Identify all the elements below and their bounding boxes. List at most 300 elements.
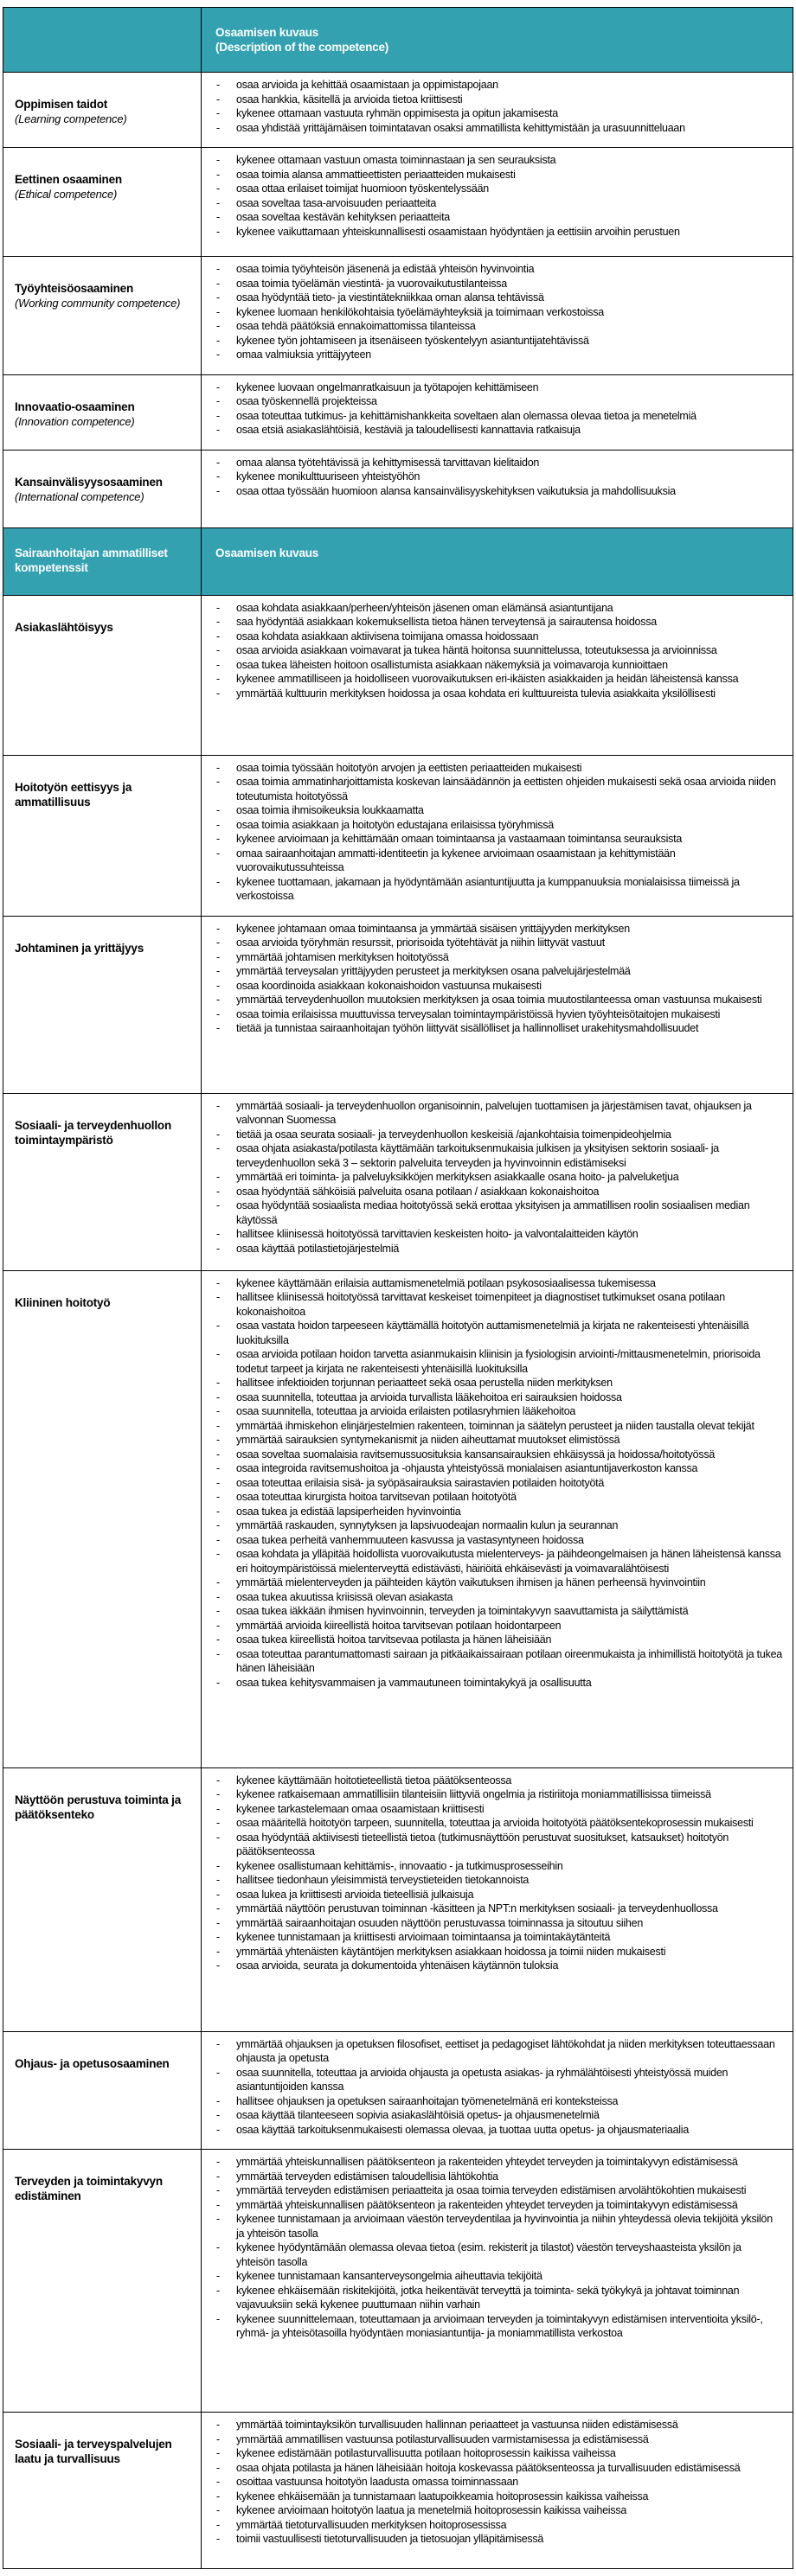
competence-subtitle-en: (Ethical competence) [15,188,118,201]
bullet-text: tietää ja osaa seurata sosiaali- ja terveydenhuollon keskeisiä /ajankohtaisia toimenpideohjelmia [236,1128,671,1141]
bullet-text: osaa ottaa erilaiset toimijat huomioon työskentelyssään [236,182,489,195]
bullet-text: ymmärtää kulttuurin merkityksen hoidossa ja osaa kohdata eri kulttuureista tulevia asiakkaita yksilöllisesti [236,687,716,700]
bullet-dash: - [216,1434,221,1446]
competence-name-cell [3,2413,202,2568]
bullet-text: ymmärtää sairauksien syntymekanismit ja niiden aiheuttamat muutokset elimistössä [236,1434,620,1446]
bullet-text: osaa käyttää tarkoituksenmukaisesti olemassa olevaa, ja tuottaa uutta opetus- ja ohjausmateriaalia [236,2123,690,2136]
bullet-dash: - [216,395,221,407]
table-row [3,256,793,374]
bullet-item [202,1419,786,1434]
competence-title: Ohjaus- ja opetusosaaminen [15,2056,170,2070]
bullet-text: osaa toteuttaa erilaisia sisä- ja syöpäsairauksia sairastavien potilaiden hoitotyötä [236,1476,605,1489]
bullet-item [202,121,786,136]
bullet-item [202,291,786,305]
bullet-dash: - [216,2432,221,2445]
bullet-dash: - [216,1916,221,1929]
bullet-dash: - [216,979,221,992]
bullet-text: osaa arvioida työryhmän resurssit, priorisoida työtehtävät ja niihin liittyvät vastuut [236,936,605,949]
bullet-text: osaa kohdata asiakkaan/perheen/yhteisön jäsenen oman elämänsä asiantuntijana [236,601,613,614]
bullet-text: hallitsee ohjauksen ja opetuksen sairaanhoitajan työmenetelmänä eri konteksteissa [236,2094,619,2107]
bullet-dash: - [216,1377,221,1389]
bullet-text: omaa sairaanhoitajan ammatti-identiteetin ja kykenee arvioimaan osaamistaan ja kehittymistään vuorovaikutussuhteissa [236,847,676,873]
bullet-dash: - [216,1647,221,1660]
bullet-item [202,2155,786,2170]
bullet-item [202,423,786,438]
bullet-item [202,2037,786,2066]
bullet-item [202,2312,786,2341]
bullet-dash: - [216,965,221,977]
bullet-dash: - [216,1788,221,1800]
bullet-item [202,1319,786,1347]
bullet-dash: - [216,1605,221,1617]
bullet-item [202,1945,786,1959]
bullet-item [202,993,786,1007]
bullet-text: osaa toimia työyhteisön jäsenenä ja edistää yhteisön hyvinvointia [236,263,535,275]
bullet-text: ymmärtää arvioida kiireellistä hoitoa tarvitsevan potilaan hoidontarpeen [236,1619,562,1632]
bullet-dash: - [216,1505,221,1518]
bullet-item [202,1476,786,1491]
competence-name-cell [3,596,202,755]
bullet-dash: - [216,2184,221,2196]
bullet-item [202,875,786,904]
bullet-dash: - [216,121,221,134]
header-left-cell [3,528,202,595]
bullet-item [202,1816,786,1831]
bullet-text: kykenee johtamaan omaa toimintaansa ja ymmärtää sisäisen yrittäjyyden merkityksen [236,922,630,935]
bullet-text: kykenee ammatilliseen ja hoidolliseen vuorovaikutuksen eri-ikäisten asiakkaiden ja heidän läheistensä kanssa [236,673,739,685]
bullet-text: osaa hankkia, käsitellä ja arvioida tietoa kriittisesti [236,93,463,105]
description-cell [202,2413,793,2568]
bullet-dash: - [216,761,221,774]
bullet-dash: - [216,1462,221,1474]
table-row [3,147,793,256]
bullet-dash: - [216,1348,221,1360]
bullet-dash: - [216,2419,221,2431]
bullet-item [202,1873,786,1888]
bullet-dash: - [216,320,221,332]
bullet-item [202,1448,786,1462]
bullet-item [202,277,786,291]
bullet-text: osaa etsiä asiakaslähtöisiä, kestäviä ja taloudellisesti kannattavia ratkaisuja [236,424,581,436]
bullet-dash: - [216,1945,221,1958]
bullet-dash: - [216,1291,221,1303]
bullet-text: osaa tehdä päätöksiä ennakoimattomissa tilanteissa [236,320,476,332]
competence-title: Kansainvälisyysosaaminen [15,475,163,489]
bullet-text: osaa tukea ja edistää lapsiperheiden hyvinvointia [236,1505,461,1518]
competence-name-cell [3,2032,202,2150]
bullet-dash: - [216,1419,221,1432]
bullet-item [202,1461,786,1476]
bullet-text: osaa kohdata asiakkaan aktiivisena toimijana omassa hoidossaan [236,630,539,642]
competence-table [3,7,793,2569]
competence-subtitle-en: (Working community competence) [15,297,181,310]
bullet-item [202,2094,786,2109]
bullet-item [202,803,786,818]
bullet-item [202,2212,786,2240]
bullet-item [202,2432,786,2447]
bullet-dash: - [216,1533,221,1546]
bullet-dash: - [216,484,221,497]
bullet-dash: - [216,225,221,238]
bullet-item [202,334,786,348]
bullet-dash: - [216,380,221,393]
competence-title: Oppimisen taidot [15,98,108,111]
bullet-text: ymmärtää yhtenäisten käytäntöjen merkityksen asiakkaan hoidossa ja toimii niiden mukaisesti [236,1945,666,1958]
bullet-item [202,2418,786,2432]
table-row [3,755,793,916]
bullet-text: osaa soveltaa suomalaisia ravitsemussuosituksia kansansairauksien ehkäisyssä ja hoidossa/hoitotyössä [236,1448,716,1461]
description-cell [202,73,793,147]
bullet-item [202,168,786,182]
bullet-text: osaa hyödyntää aktiivisesti tieteellistä tietoa (tutkimusnäyttöön perustuvat suositukset, katsaukset) hoitotyön päätöksenteossa [236,1831,729,1857]
header-right-cell [202,528,793,595]
bullet-dash: - [216,2504,221,2516]
bullet-text: hallitsee tiedonhaun yleisimmistä terveystieteiden tietokannoista [236,1874,530,1886]
header-right-title: (Description of the competence) [215,41,389,54]
table-header-row [3,8,793,72]
bullet-dash: - [216,93,221,105]
bullet-dash: - [216,1831,221,1844]
bullet-item [202,394,786,409]
bullet-item [202,601,786,616]
bullet-dash: - [216,470,221,483]
bullet-dash: - [216,833,221,845]
bullet-text: osaa työskennellä projekteissa [236,395,377,407]
bullet-text: osaa käyttää tilanteeseen sopivia asiakaslähtöisiä opetus- ja ohjausmenetelmiä [236,2109,600,2121]
bullet-dash: - [216,1390,221,1403]
bullet-dash: - [216,922,221,935]
description-cell [202,375,793,450]
bullet-text: kykenee ehkäisemään riskitekijöitä, jotka heikentävät terveyttä ja toiminta- sekä työkykyä ja johtavat toiminnan vajavuuksiin sekä kykenee puuttumaan niihin varhain [236,2284,740,2311]
description-cell [202,756,793,916]
bullet-dash: - [216,1931,221,1943]
competence-name-cell [3,2150,202,2412]
bullet-text: ymmärtää tietoturvallisuuden merkityksen hoitoprosessissa [236,2518,507,2531]
bullet-item [202,1633,786,1647]
bullet-dash: - [216,291,221,304]
bullet-dash: - [216,616,221,628]
bullet-item [202,2532,786,2547]
bullet-dash: - [216,196,221,209]
bullet-item [202,818,786,833]
bullet-item [202,1227,786,1242]
bullet-item [202,2066,786,2094]
bullet-text: ymmärtää toimintayksikön turvallisuuden hallinnan periaatteet ja vastuunsa niiden edistämisessä [236,2419,678,2431]
bullet-dash: - [216,644,221,656]
bullet-dash: - [216,1959,221,1972]
bullet-dash: - [216,630,221,642]
bullet-item [202,1831,786,1859]
description-cell [202,1768,793,2031]
header-right-title: Osaamisen kuvaus [215,26,319,39]
competence-title: Sosiaali- ja terveyspalvelujen laatu ja turvallisuus [15,2438,172,2465]
table-row [3,1270,793,1767]
bullet-item [202,1141,786,1170]
bullet-dash: - [216,79,221,91]
competence-subtitle-en: (Innovation competence) [15,414,135,428]
bullet-dash: - [216,1171,221,1183]
competence-title: Hoitotyön eettisyys ja ammatillisuus [15,780,132,809]
bullet-dash: - [216,1142,221,1154]
bullet-dash: - [216,456,221,469]
bullet-text: kykenee tunnistamaan kansanterveysongelmia aiheuttavia tekijöitä [236,2270,542,2282]
bullet-text: osoittaa vastuunsa hoitotyön laadusta omassa toiminnassaan [236,2476,518,2488]
bullet-text: osaa suunnitella, toteuttaa ja arvioida turvallista lääkehoitoa eri sairauksien hoidossa [236,1390,622,1403]
header-right-title: Osaamisen kuvaus [215,546,319,559]
bullet-text: ymmärtää näyttöön perustuvan toiminnan -käsitteen ja NPT:n merkityksen sosiaali- ja terveydenhuollossa [236,1902,718,1914]
competence-title: Näyttöön perustuva toiminta ja päätöksenteko [15,1793,182,1821]
bullet-item [202,470,786,484]
competence-subtitle-en: (Learning competence) [15,112,127,125]
bullet-item [202,1404,786,1419]
bullet-item [202,1242,786,1256]
bullet-item [202,1170,786,1185]
bullet-dash: - [216,2241,221,2253]
bullet-text: kykenee käyttämään erilaisia auttamismenetelmiä potilaan psykososiaalisessa tukemisessa [236,1276,656,1289]
bullet-item [202,456,786,470]
bullet-item [202,305,786,320]
bullet-dash: - [216,1199,221,1211]
bullet-text: kykenee ottamaan vastuun omasta toiminnastaan ja sen seurauksista [236,154,556,166]
bullet-dash: - [216,2284,221,2297]
bullet-dash: - [216,2447,221,2459]
bullet-text: ymmärtää ammatillisen vastuunsa potilasturvallisuuden varmistamisessa ja edistämisessä [236,2432,649,2445]
bullet-text: osaa toteuttaa tutkimus- ja kehittämishankkeita soveltaen alan olemassa olevaa tietoa ja menetelmiä [236,409,696,422]
bullet-text: osaa hyödyntää sähköisiä palveluita osana potilaan / asiakkaan kokonaishoitoa [236,1185,600,1198]
bullet-item [202,2284,786,2312]
bullet-item [202,922,786,936]
bullet-dash: - [216,950,221,963]
bullet-text: osaa määritellä hoitotyön tarpeen, suunnitella, toteuttaa ja arvioida hoitotyötä päätöksentekoprosessin mukaisesti [236,1817,754,1829]
bullet-item [202,182,786,196]
bullet-text: osaa toteuttaa kirurgista hoitoa tarvitsevan potilaan hoitotyötä [236,1491,517,1503]
bullet-dash: - [216,1576,221,1588]
competence-name-cell [3,1768,202,2031]
bullet-dash: - [216,182,221,195]
bullet-text: osaa toimia asiakkaan ja hoitotyön edustajana erilaisissa työryhmissä [236,818,554,831]
bullet-dash: - [216,1128,221,1141]
competence-title: Eettinen osaaminen [15,173,122,186]
competence-name-cell [3,257,202,374]
table-row [3,916,793,1093]
bullet-text: kykenee ottamaan vastuuta ryhmän oppimisesta ja opitun jakamisesta [236,107,558,119]
bullet-dash: - [216,2123,221,2136]
table-row [3,1767,793,2031]
bullet-dash: - [216,2312,221,2325]
bullet-item [202,2269,786,2284]
bullet-text: osaa tukea kehitysvammaisen ja vammautuneen toimintakykyä ja osallisuutta [236,1676,592,1689]
bullet-text: osaa soveltaa kestävän kehityksen periaatteita [236,211,450,223]
bullet-item [202,2240,786,2269]
bullet-dash: - [216,334,221,347]
bullet-text: osaa yhdistää yrittäjämäisen toimintatavan osaksi ammatillista kehittymistään ja urasuunnitteluaan [236,121,685,134]
description-cell [202,257,793,374]
bullet-item [202,93,786,107]
bullet-item [202,1590,786,1605]
bullet-dash: - [216,994,221,1006]
bullet-text: ymmärtää terveydenhuollon muutoksien merkityksen ja osaa toimia muutostilanteessa oman vastuunsa mukaisesti [236,994,762,1006]
bullet-text: kykenee tarkastelemaan omaa osaamistaan kriittisesti [236,1802,485,1815]
bullet-item [202,1199,786,1227]
bullet-dash: - [216,2213,221,2225]
competence-name-cell [3,756,202,916]
table-row [3,72,793,147]
bullet-dash: - [216,875,221,888]
bullet-item [202,2446,786,2461]
bullet-dash: - [216,168,221,181]
bullet-text: kykenee työn johtamiseen ja itsenäiseen työskentelyyn asiantuntijatehtävissä [236,334,589,347]
bullet-text: tietää ja tunnistaa sairaanhoitajan työhön liittyvät sisällölliset ja hallinnolliset urakehitysmahdollisuudet [236,1022,699,1034]
bullet-text: omaa alansa työtehtävissä ja kehittymisessä tarvittavan kielitaidon [236,456,540,469]
bullet-item [202,225,786,240]
bullet-dash: - [216,658,221,671]
bullet-text: kykenee ratkaisemaan ammatillisiin tilanteisiin liittyviä ongelmia ja ristiriitoja moniammatillisissa tiimeissä [236,1788,711,1800]
table-row [3,2031,793,2150]
bullet-dash: - [216,601,221,614]
bullet-dash: - [216,1676,221,1689]
bullet-item [202,936,786,950]
bullet-item [202,1433,786,1448]
bullet-text: ymmärtää terveyden edistämisen periaatteita ja osaa toimia terveyden edistämisen arvolähtökohtien mukaisesti [236,2184,747,2196]
bullet-item [202,210,786,225]
bullet-dash: - [216,2461,221,2474]
description-cell [202,2032,793,2150]
bullet-text: osaa tukea perheitä vanhemmuuteen kasvussa ja vastasyntyneen hoidossa [236,1533,584,1546]
bullet-text: osaa arvioida ja kehittää osaamistaan ja oppimistapojaan [236,79,498,91]
bullet-text: kykenee tunnistamaan ja arvioimaan väestön terveydentilaa ja hyvinvointia ja niihin yhteydessä olevia tekijöitä yksilön ja yhteisön tasolla [236,2213,773,2240]
bullet-item [202,1930,786,1945]
bullet-item [202,1276,786,1291]
bullet-text: osaa arvioida asiakkaan voimavarat ja tukea häntä hoitonsa suunnittelussa, toteutuksessa ja arvioinnissa [236,644,717,656]
bullet-item [202,1185,786,1199]
bullet-item [202,1959,786,1973]
bullet-text: ymmärtää sairaanhoitajan osuuden näyttöön perustuvassa toiminnassa ja sitoutuu siihen [236,1916,644,1929]
bullet-item [202,1505,786,1519]
description-cell [202,596,793,755]
bullet-text: kykenee tunnistamaan ja kriittisesti arvioimaan toimintaansa ja toimintakäytänteitä [236,1931,611,1943]
bullet-item [202,761,786,776]
bullet-dash: - [216,804,221,816]
bullet-item [202,409,786,424]
table-row [3,374,793,450]
bullet-item [202,964,786,979]
bullet-text: osaa ohjata potilasta ja hänen läheisiään hoitoja koskevassa päätöksenteossa ja turvallisuuden edistämisessä [236,2461,741,2474]
bullet-item [202,2503,786,2518]
bullet-item [202,1902,786,1916]
description-cell [202,1094,793,1270]
bullet-item [202,1916,786,1931]
description-cell [202,917,793,1093]
bullet-item [202,1802,786,1817]
bullet-dash: - [216,776,221,788]
bullet-dash: - [216,1007,221,1020]
bullet-dash: - [216,1548,221,1560]
bullet-text: hallitsee kliinisessä hoitotyössä tarvittavat keskeiset toimenpiteet ja diagnostiset tutkimukset osana potilaan kokonaishoitoa [236,1291,725,1318]
bullet-dash: - [216,424,221,436]
bullet-text: osaa toteuttaa parantumattomasti sairaan ja pitkäaikaissairaan potilaan oireenmukaista ja inhimillistä hoitotyötä ja tukea hänen läheisiään [236,1647,782,1674]
bullet-text: osaa toimia ammatinharjoittamista koskevan lainsäädännön ja eettisten ohjeiden mukaisesti sekä osaa arvioida niiden toteutumista hoitotyössä [236,776,776,802]
bullet-dash: - [216,1320,221,1332]
bullet-dash: - [216,2066,221,2079]
table-row [3,595,793,755]
competence-subtitle-en: (International competence) [15,489,144,503]
bullet-dash: - [216,1802,221,1815]
description-cell [202,2150,793,2412]
bullet-dash: - [216,2109,221,2121]
competence-name-cell [3,1271,202,1767]
bullet-text: osaa tukea iäkkään ihmisen hyvinvoinnin, terveyden ja toimintakyvyn saavuttamista ja säilyttämistä [236,1605,689,1617]
bullet-item [202,775,786,803]
bullet-dash: - [216,1874,221,1886]
bullet-item [202,615,786,630]
bullet-text: kykenee osallistumaan kehittämis-, innovaatio - ja tutkimusprosesseihin [236,1859,563,1872]
bullet-text: osaa vastata hoidon tarpeeseen käyttämällä hoitotyön auttamismenetelmiä ja kirjata ne rakenteisesti yhtenäisillä luokituksilla [236,1320,749,1346]
bullet-item [202,1888,786,1902]
competence-title: Johtaminen ja yrittäjyys [15,941,144,955]
bullet-text: hallitsee infektioiden torjunnan periaatteet sekä osaa perustella niiden merkityksen [236,1377,613,1389]
bullet-item [202,1021,786,1036]
bullet-text: kykenee ehkäisemään ja tunnistamaan laatupoikkeamia hoitoprosessin kaikissa vaiheissa [236,2490,649,2502]
bullet-text: kykenee luovaan ongelmanratkaisuun ja työtapojen kehittämiseen [236,380,539,393]
bullet-dash: - [216,847,221,860]
description-cell [202,451,793,527]
bullet-item [202,1390,786,1405]
bullet-dash: - [216,211,221,223]
bullet-text: saa hyödyntää asiakkaan kokemuksellista tietoa hänen terveytensä ja sairautensa hoidossa [236,616,657,628]
bullet-item [202,78,786,93]
competence-name-cell [3,451,202,527]
bullet-dash: - [216,687,221,700]
bullet-item [202,2123,786,2138]
bullet-dash: - [216,1519,221,1531]
bullet-dash: - [216,1859,221,1872]
bullet-dash: - [216,2198,221,2211]
bullet-item [202,1576,786,1590]
bullet-text: osaa tukea läheisten hoitoon osallistumista asiakkaan näkemyksiä ja voimavaroja kunnioittaen [236,658,668,671]
bullet-dash: - [216,2094,221,2107]
bullet-dash: - [216,1276,221,1289]
bullet-text: kykenee käyttämään hoitotieteellistä tietoa päätöksenteossa [236,1774,512,1787]
competence-name-cell [3,1094,202,1270]
bullet-item [202,687,786,701]
bullet-dash: - [216,154,221,166]
bullet-dash: - [216,2533,221,2545]
bullet-item [202,1007,786,1022]
bullet-dash: - [216,1476,221,1489]
bullet-text: ymmärtää ohjauksen ja opetuksen filosofiset, eettiset ja pedagogiset lähtökohdat ja niiden merkityksen toteuttaessaan ohjausta ja opetusta [236,2037,775,2064]
bullet-dash: - [216,1228,221,1240]
bullet-item [202,643,786,658]
bullet-text: osaa käyttää potilastietojärjestelmiä [236,1242,400,1255]
bullet-text: ymmärtää eri toiminta- ja palveluyksikköjen merkityksen asiakkaalle osana hoito- ja palveluketjua [236,1171,679,1183]
bullet-text: osaa tukea kiireellistä hoitoa tarvitsevaa potilasta ja hänen läheisiään [236,1633,552,1646]
bullet-dash: - [216,305,221,318]
bullet-dash: - [216,1774,221,1787]
bullet-item [202,2518,786,2533]
bullet-item [202,1518,786,1533]
bullet-dash: - [216,348,221,361]
bullet-item [202,1290,786,1319]
bullet-dash: - [216,1242,221,1255]
header-right-cell [202,8,793,72]
bullet-dash: - [216,1022,221,1034]
bullet-text: osaa lukea ja kriittisesti arvioida tieteellisiä julkaisuja [236,1888,474,1901]
bullet-dash: - [216,1099,221,1112]
bullet-text: osaa arvioida potilaan hoidon tarvetta asianmukaisin kliinisin ja fysiologisin arviointi-/mittausmenetelmin, priorisoida todetut tarpeet ja kirjata ne rakenteisesti yhtenäisillä luokituksilla [236,1348,761,1375]
bullet-item [202,832,786,847]
bullet-text: kykenee arvioimaan hoitotyön laatua ja menetelmiä hoitoprosessin kaikissa vaiheissa [236,2504,627,2516]
bullet-item [202,847,786,875]
